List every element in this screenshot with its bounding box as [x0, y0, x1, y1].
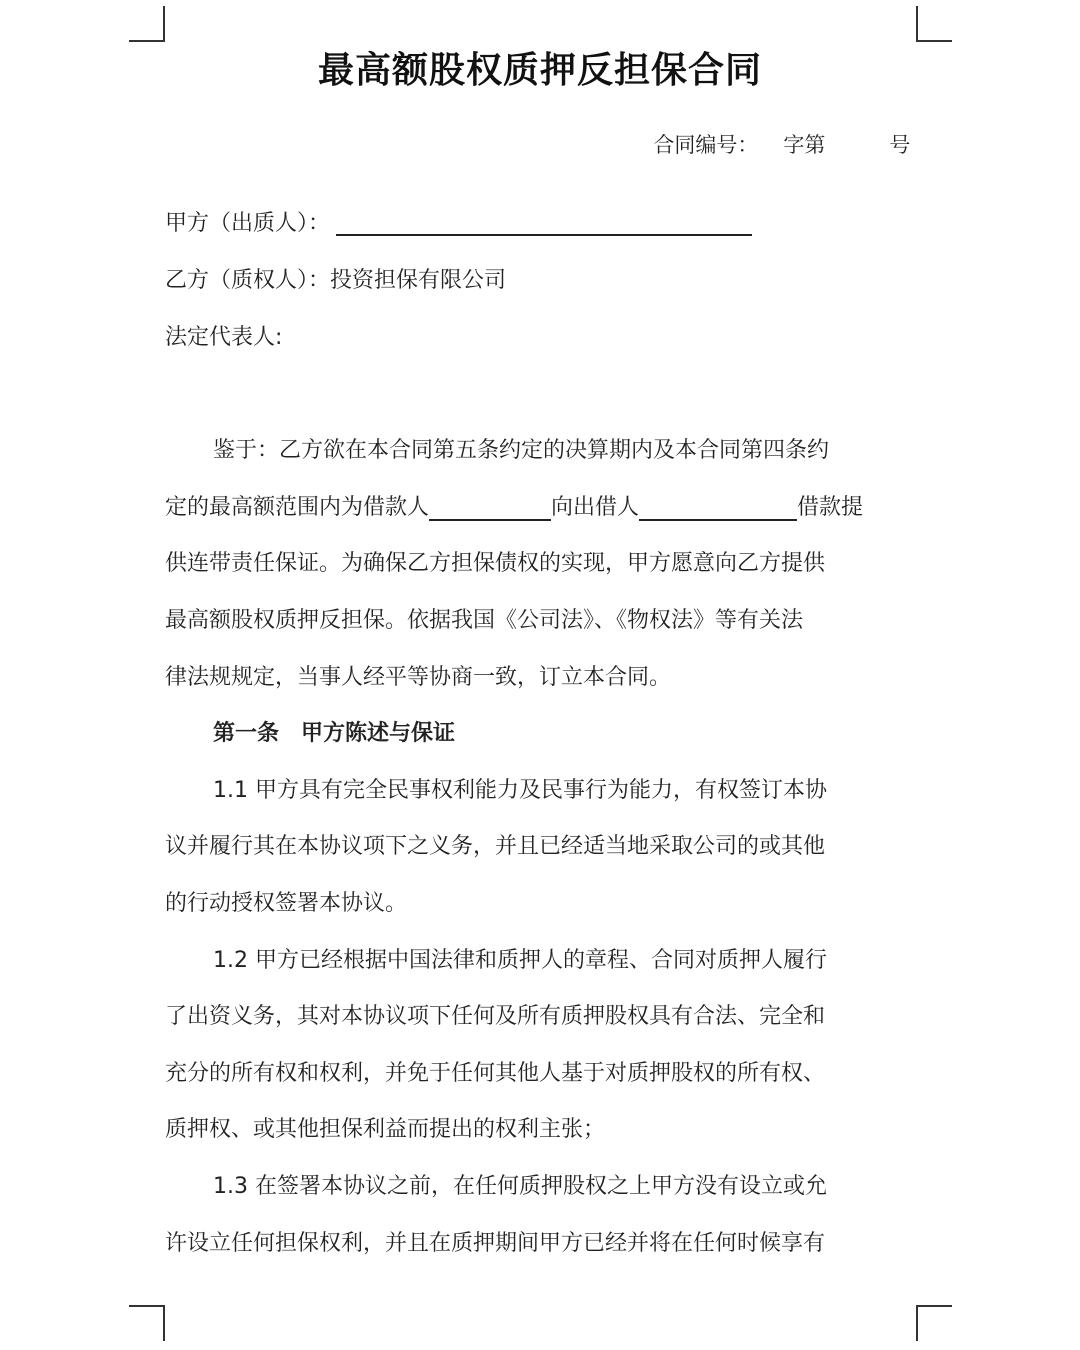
clause-1-3-line-2: 许设立任何担保权利，并且在质押期间甲方已经并将在任何时候享有: [165, 1231, 826, 1256]
party-b-label: 乙方（质权人）：: [165, 268, 331, 293]
clause-1-2-line-2: 了出资义务，其对本协议项下任何及所有质押股权具有合法、完全和: [165, 1004, 826, 1029]
article-1-heading: 第一条 甲方陈述与保证: [213, 721, 456, 746]
legal-rep-row: [165, 320, 282, 351]
party-a-blank: [336, 212, 752, 236]
party-a-row: [165, 206, 752, 237]
preamble-line-2-b: 向出借人: [551, 495, 640, 520]
clause-1-2-line-1: 1.2 甲方已经根据中国法律和质押人的章程、合同对质押人履行: [213, 948, 827, 973]
contract-number: [640, 105, 910, 159]
clause-1-2-line-4: 质押权、或其他担保利益而提出的权利主张；: [165, 1117, 606, 1142]
party-a-label: 甲方（出质人）：: [165, 211, 331, 236]
lender-blank: [639, 495, 797, 521]
contract-number-zi: 字第: [783, 133, 826, 157]
preamble-line-2-a: 定的最高额范围内为借款人: [165, 495, 430, 520]
preamble-line-2: [165, 490, 863, 521]
borrower-blank: [429, 495, 551, 521]
clause-1-1-line-2: 议并履行其在本协议项下之义务，并且已经适当地采取公司的或其他: [165, 834, 826, 859]
clause-1-3-line-1: 1.3 在签署本协议之前，在任何质押股权之上甲方没有设立或允: [213, 1174, 827, 1199]
corner-mark-bottom-right: [916, 1305, 952, 1341]
legal-rep-label: 法定代表人:: [165, 325, 283, 350]
party-b-row: [165, 263, 506, 294]
corner-mark-top-right: [916, 6, 952, 42]
preamble-line-4: 最高额股权质押反担保。依据我国《公司法》、《物权法》等有关法: [165, 608, 804, 633]
clause-1-1-line-3: 的行动授权签署本协议。: [165, 891, 408, 916]
preamble-line-5: 律法规规定，当事人经平等协商一致，订立本合同。: [165, 665, 672, 690]
clause-1-2-line-3: 充分的所有权和权利，并免于任何其他人基于对质押股权的所有权、: [165, 1061, 826, 1086]
preamble-line-3: 供连带责任保证。为确保乙方担保债权的实现，甲方愿意向乙方提供: [165, 551, 826, 576]
contract-number-hao: 号: [889, 133, 911, 157]
preamble-line-2-c: 借款提: [797, 495, 864, 520]
clause-1-1-line-1: 1.1 甲方具有完全民事权利能力及民事行为能力，有权签订本协: [213, 778, 827, 803]
preamble-line-1: 鉴于：乙方欲在本合同第五条约定的决算期内及本合同第四条约: [213, 438, 830, 463]
corner-mark-top-left: [129, 6, 165, 42]
contract-number-label: 合同编号：: [653, 133, 759, 157]
corner-mark-bottom-left: [129, 1305, 165, 1341]
document-title: 最高额股权质押反担保合同: [317, 50, 762, 91]
party-b-value: 投资担保有限公司: [330, 268, 507, 293]
